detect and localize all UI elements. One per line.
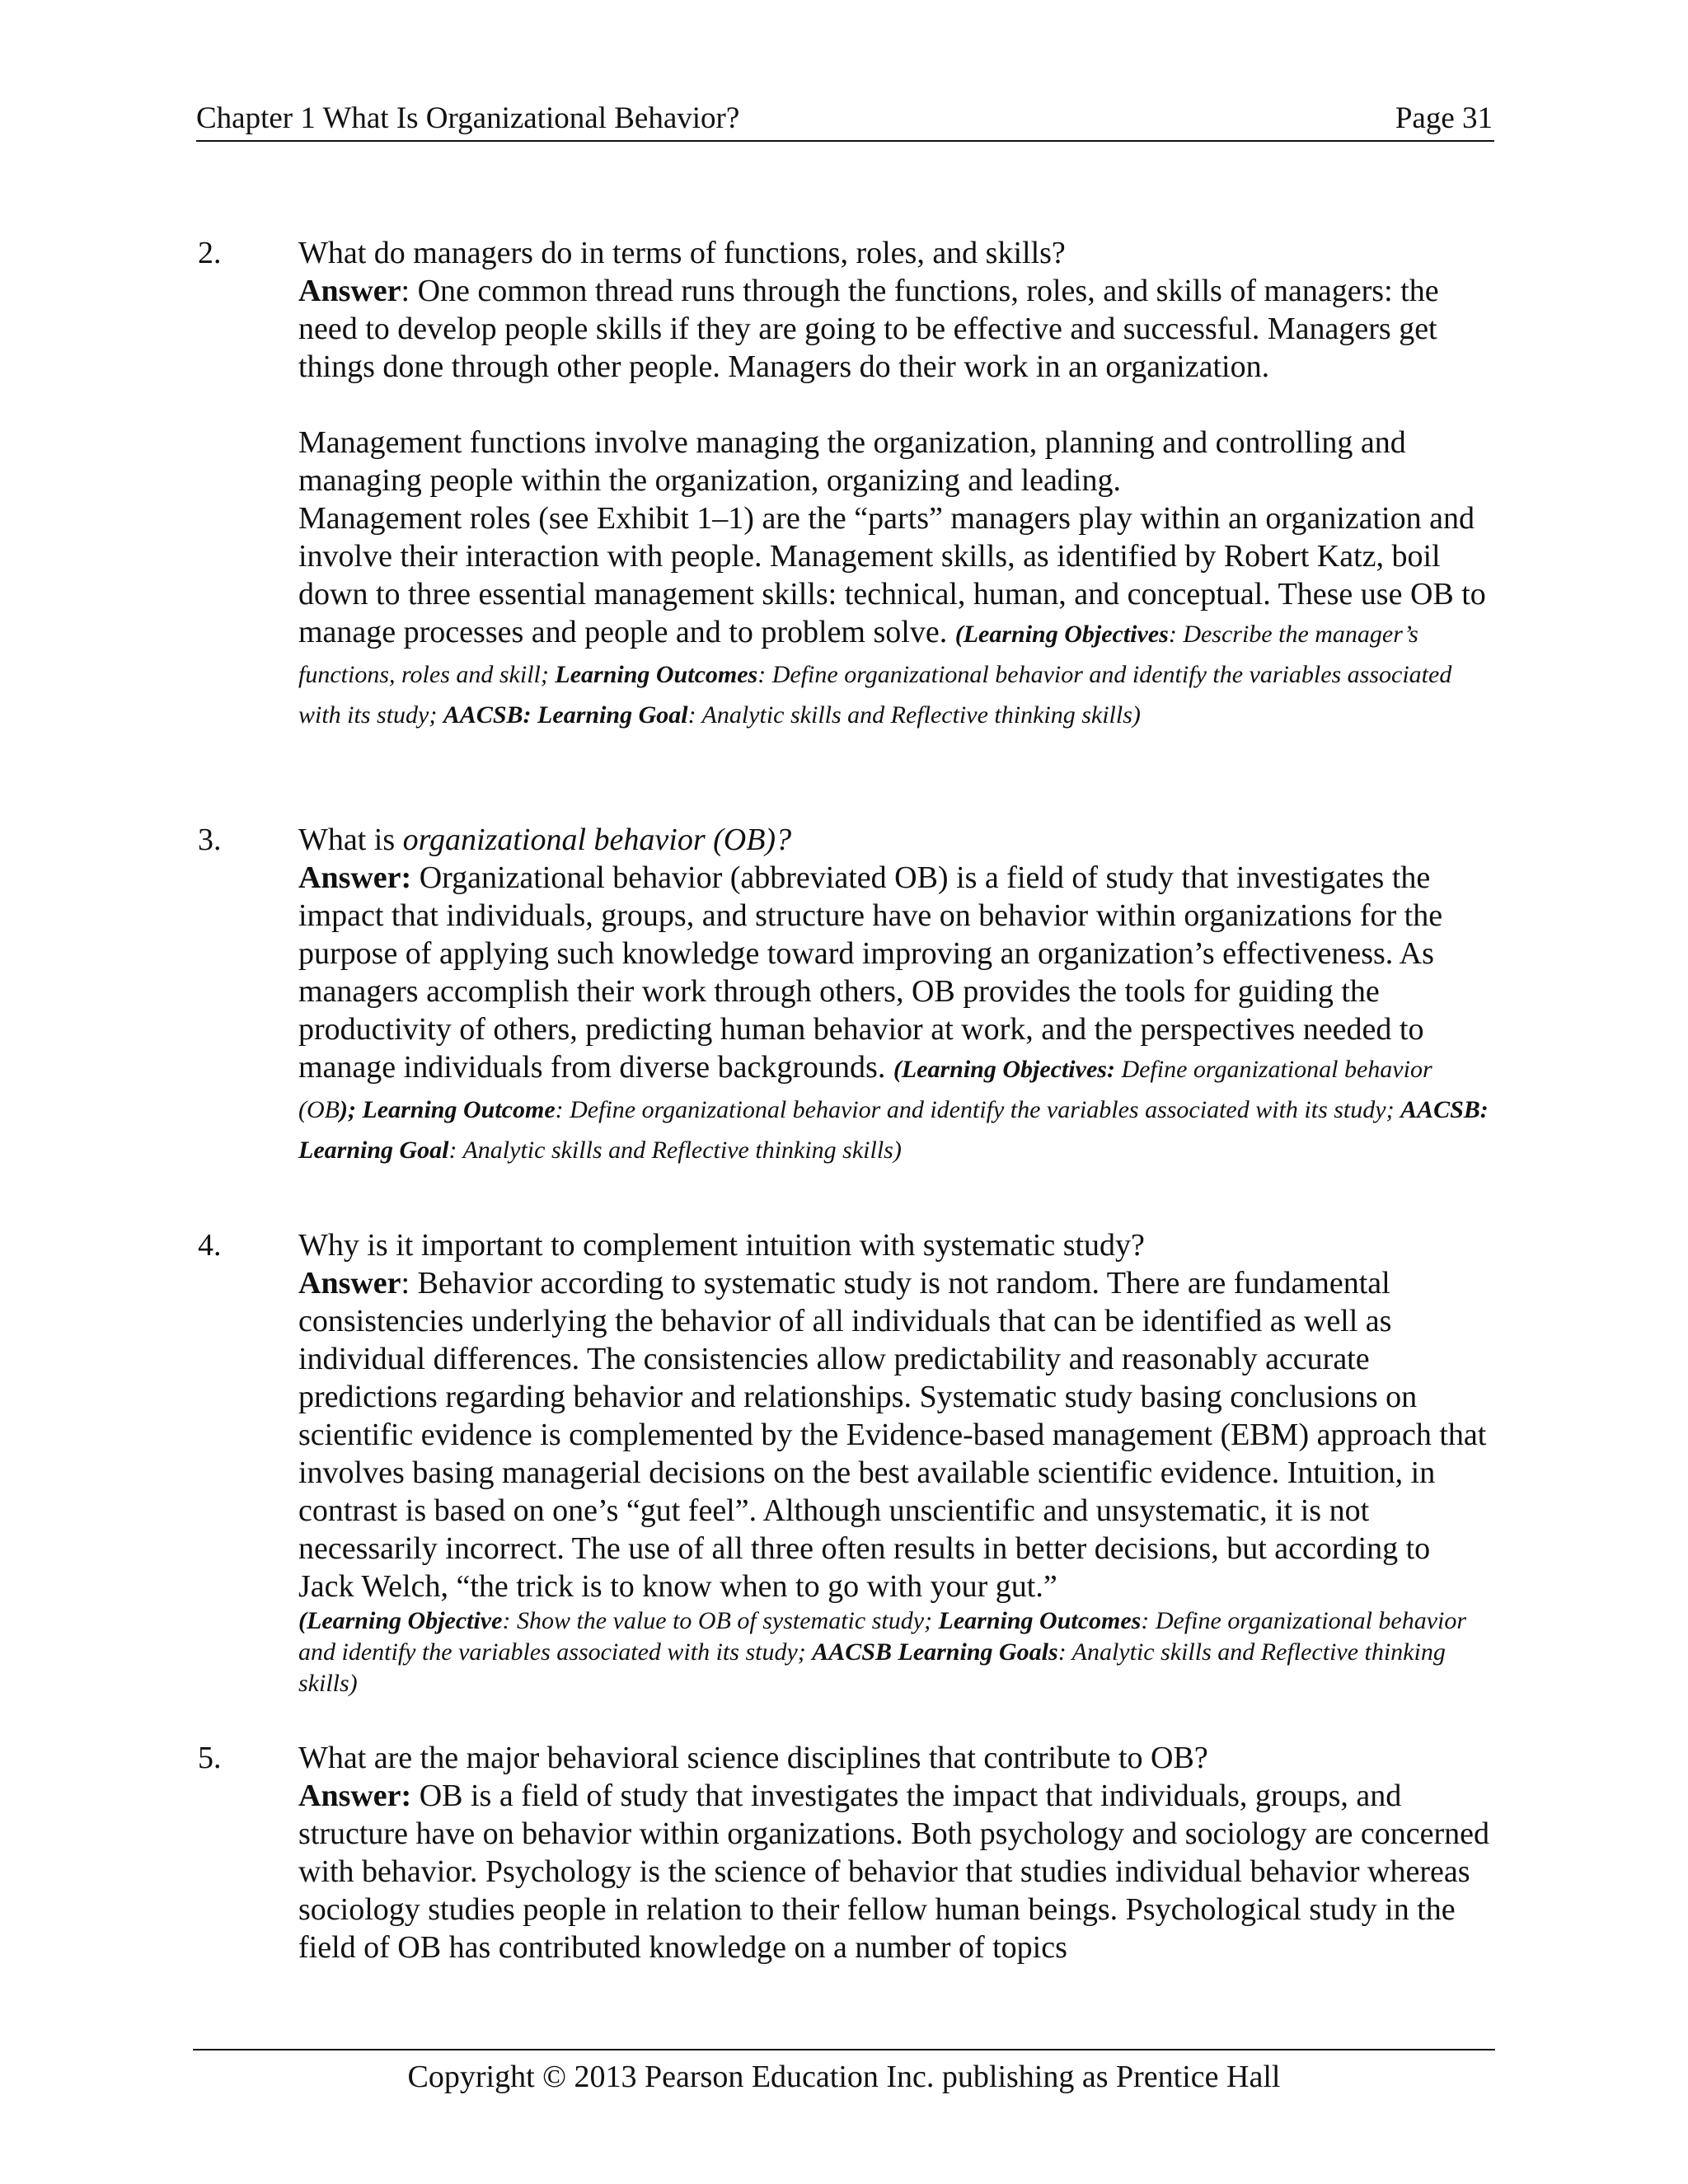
- page-number: Page 31: [1395, 101, 1493, 135]
- question-text: Why is it important to complement intuition with systematic study?: [298, 1228, 1145, 1263]
- answer-paragraph: Answer: Behavior according to systematic study is not random. There are fundamental consistencies underlying the behavior of all individuals that can be identified as well as individual differences. The consistencies allow predictability and reasonably accurate predictions regarding behavior and relationships. Systematic study basing conclusions on scientific evidence is complemented by the Evidence-based management (EBM) approach that involves basing managerial decisions on the best available scientific evidence. Intuition, in contrast is based on one’s “gut feel”. Although unscientific and unsystematic, it is not necessarily incorrect. The use of all three often results in better decisions, but according to Jack Welch, “the trick is to know when to go with your gut.”: [298, 1266, 1487, 1604]
- question-number: 5.: [198, 1741, 222, 1775]
- answer-label: Answer: [298, 274, 401, 308]
- answer-label: Answer:: [298, 860, 412, 895]
- question-text: What are the major behavioral science disciplines that contribute to OB?: [298, 1741, 1208, 1775]
- answer-paragraph: Management functions involve managing the organization, planning and controlling and managing people within the organization, organizing and leading.: [298, 425, 1406, 498]
- chapter-title: Chapter 1 What Is Organizational Behavior?: [196, 101, 740, 135]
- question-number: 2.: [198, 236, 222, 270]
- answer-paragraph: Answer: One common thread runs through the functions, roles, and skills of managers: the need to develop people skills if they are going to be effective and successful. Managers get things done through other people. Managers do their work in an organization.: [298, 274, 1439, 384]
- question-text: What do managers do in terms of functions, roles, and skills?: [298, 236, 1066, 270]
- answer-paragraph: Answer: Organizational behavior (abbreviated OB) is a field of study that investigates the impact that individuals, groups, and structure have on behavior within organizations for the purpose of applying such knowledge toward improving an organization’s effectiveness. As managers accomplish their work through others, OB provides the tools for guiding the productivity of others, predicting human behavior at work, and the perspectives needed to manage individuals from diverse backgrounds. (Learning Objectives: Define organizational behavior (OB); Learning Outcome: Define organizational behavior and identify the variables associated with its study; AACSB: Learning Goal: Analytic skills and Reflective thinking skills): [298, 860, 1489, 1164]
- page-header: [196, 97, 1494, 142]
- answer-label: Answer: [298, 1266, 401, 1301]
- answer-paragraph: Management roles (see Exhibit 1–1) are the “parts” managers play within an organization and involve their interaction with people. Management skills, as identified by Robert Katz, boil down to three essential management skills: technical, human, and conceptual. These use OB to manage processes and people and to problem solve. (Learning Objectives: Describe the manager’s functions, roles and skill; Learning Outcomes: Define organizational behavior and identify the variables associated with its study; AACSB: Learning Goal: Analytic skills and Reflective thinking skills): [298, 501, 1486, 729]
- answer-label: Answer:: [298, 1779, 412, 1813]
- footer-divider: [193, 2049, 1495, 2050]
- learning-reference: (Learning Objectives: Define organizational behavior (OB); Learning Outcome: Define organizational behavior and identify the variables associated with its study; AACSB: Learning Goal: Analytic skills and Reflective thinking skills): [298, 1056, 1489, 1164]
- learning-reference: (Learning Objective: Show the value to OB of systematic study; Learning Outcomes: Define organizational behavior and identify the variables associated with its study; AACSB Learning Goals: Analytic skills and Reflective thinking skills): [298, 1607, 1467, 1697]
- answer-paragraph: Answer: OB is a field of study that investigates the impact that individuals, groups, and structure have on behavior within organizations. Both psychology and sociology are concerned with behavior. Psychology is the science of behavior that studies individual behavior whereas sociology studies people in relation to their fellow human beings. Psychological study in the field of OB has contributed knowledge on a number of topics: [298, 1779, 1490, 1965]
- copyright-footer: Copyright © 2013 Pearson Education Inc. publishing as Prentice Hall: [407, 2060, 1281, 2094]
- question-number: 3.: [198, 823, 222, 857]
- question-number: 4.: [198, 1228, 222, 1263]
- question-text: What is organizational behavior (OB)?: [298, 823, 792, 857]
- learning-reference: (Learning Objectives: Describe the manager’s functions, roles and skill; Learning Outcomes: Define organizational behavior and identify the variables associated with its study; AACSB: Learning Goal: Analytic skills and Reflective thinking skills): [298, 621, 1452, 729]
